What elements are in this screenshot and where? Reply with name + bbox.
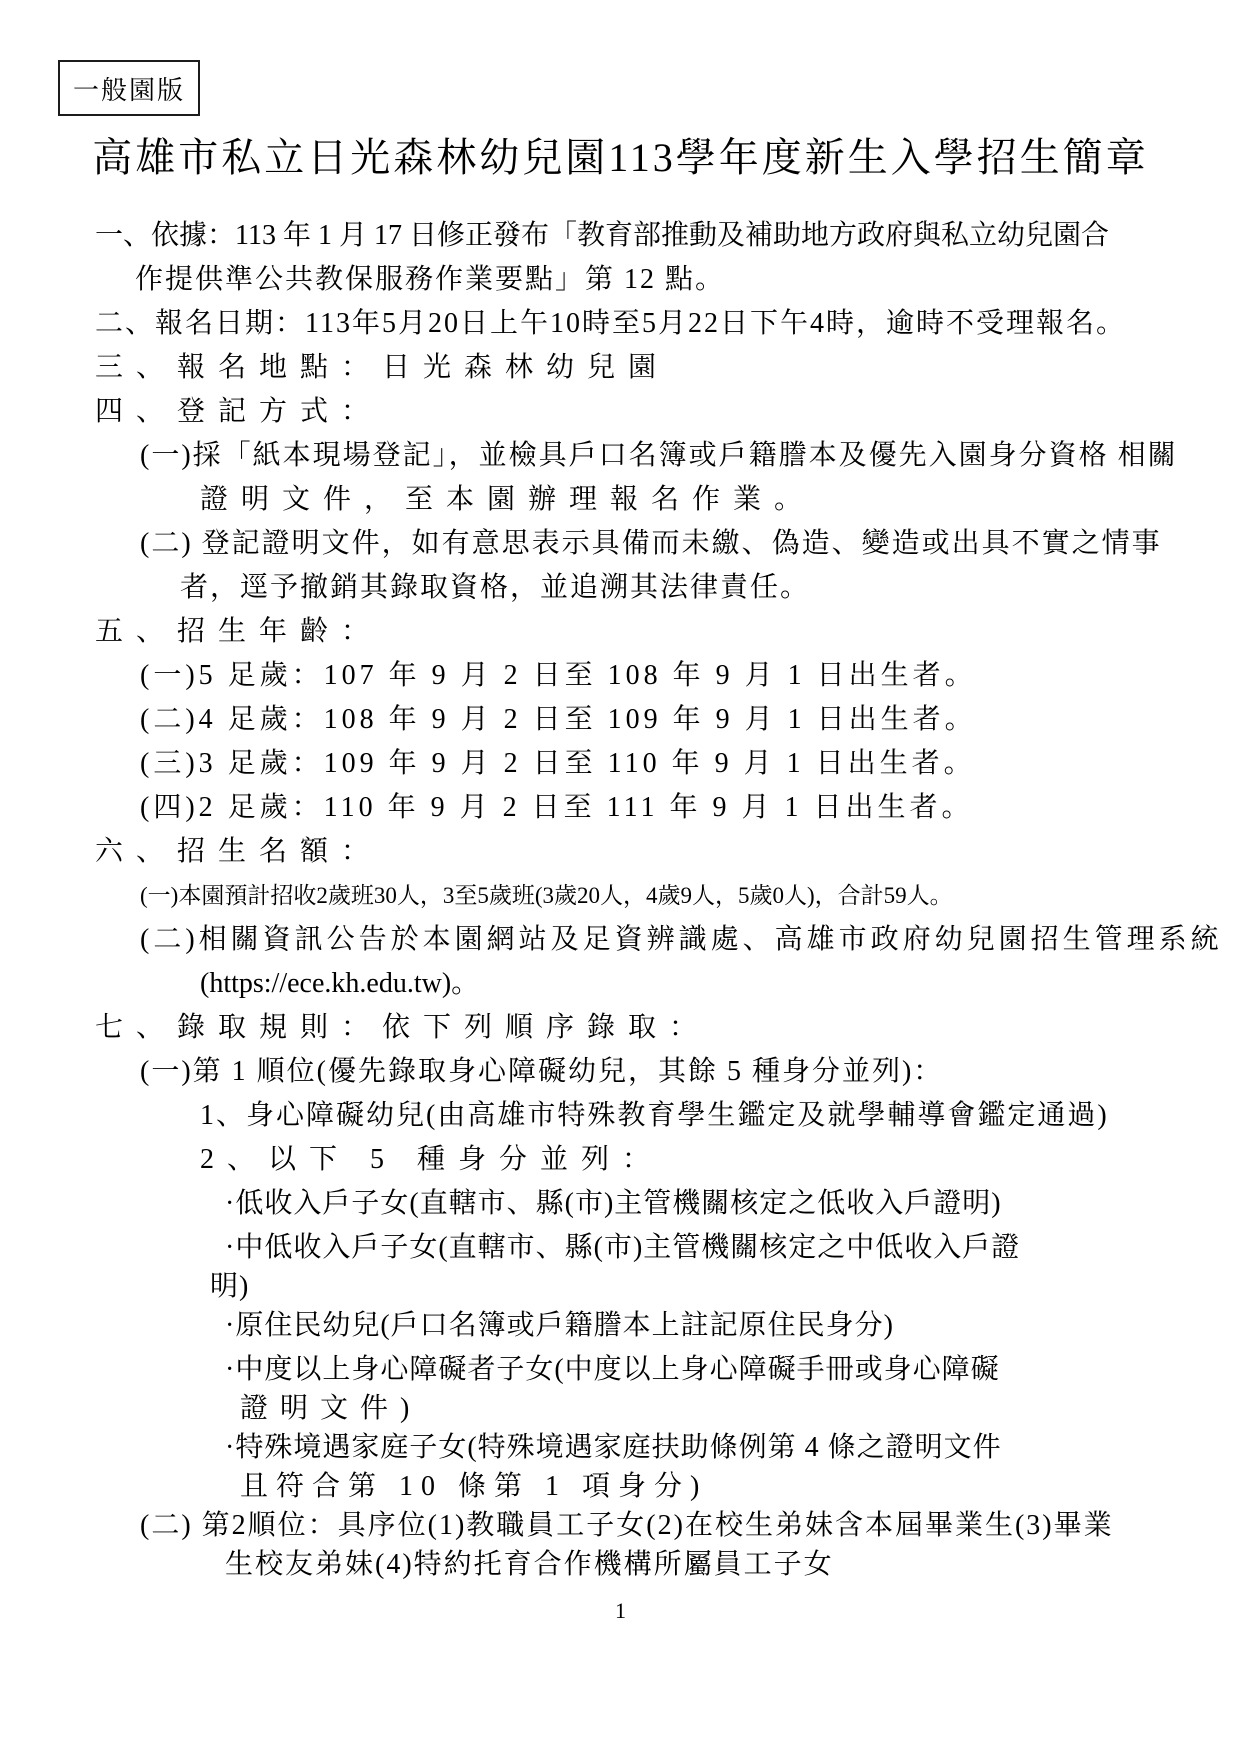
doc-line: 七、錄取規則：依下列順序錄取： — [95, 1012, 711, 1043]
doc-line: (一)本園預計招收2歲班30人，3至5歲班(3歲20人，4歲9人，5歲0人)，合計59人。 — [140, 883, 953, 908]
doc-line: (二) 第2順位：具序位(1)教職員工子女(2)在校生弟妹含本屆畢業生(3)畢業 — [140, 1510, 1114, 1541]
doc-line: (一)5 足歲：107 年 9 月 2 日至 108 年 9 月 1 日出生者。 — [140, 660, 977, 691]
doc-line: 四、登記方式： — [95, 396, 383, 427]
document-body — [0, 214, 1241, 1582]
document-title: 高雄市私立日光森林幼兒園113學年度新生入學招生簡章 — [92, 135, 1149, 180]
doc-line: 生校友弟妹(4)特約托育合作機構所屬員工子女 — [225, 1549, 834, 1580]
doc-line: 明) — [210, 1271, 250, 1302]
doc-line: (二) 登記證明文件，如有意思表示具備而未繳、偽造、變造或出具不實之情事 — [140, 528, 1162, 559]
doc-line: 證明文件，至本園辦理報名作業。 — [200, 484, 816, 515]
doc-line: 二、報名日期：113年5月20日上午10時至5月22日下午4時，逾時不受理報名。 — [95, 308, 1126, 339]
doc-line: 五、招生年齡： — [95, 616, 383, 647]
doc-line: (四)2 足歲：110 年 9 月 2 日至 111 年 9 月 1 日出生者。 — [140, 792, 974, 823]
doc-line: (一)採「紙本現場登記」，並檢具戶口名簿或戶籍謄本及優先入園身分資格 相關 — [140, 440, 1178, 471]
doc-line: 者，逕予撤銷其錄取資格，並追溯其法律責任。 — [180, 572, 811, 603]
doc-line: (三)3 足歲：109 年 9 月 2 日至 110 年 9 月 1 日出生者。 — [140, 748, 976, 779]
doc-line: 作提供準公共教保服務作業要點」第 12 點。 — [135, 264, 726, 295]
doc-line: (一)第 1 順位(優先錄取身心障礙幼兒，其餘 5 種身分並列)： — [140, 1056, 944, 1087]
doc-line: ·原住民幼兒(戶口名簿或戶籍謄本上註記原住民身分) — [225, 1310, 894, 1341]
doc-line: 2、以下 5 種身分並列： — [200, 1144, 664, 1175]
doc-line: 1、身心障礙幼兒(由高雄市特殊教育學生鑑定及就學輔導會鑑定通過) — [200, 1100, 1109, 1131]
doc-line: 六、招生名額： — [95, 836, 383, 867]
doc-line: 一、依據：113 年 1 月 17 日修正發布「教育部推動及補助地方政府與私立幼兒園合 — [95, 220, 1109, 251]
version-tag: 一般園版 — [58, 60, 200, 116]
doc-line: 證明文件) — [240, 1393, 422, 1424]
doc-line: (https://ece.kh.edu.tw)。 — [200, 968, 480, 999]
doc-line: 且符合第 10 條第 1 項身分) — [240, 1471, 708, 1502]
doc-line: (二)4 足歲：108 年 9 月 2 日至 109 年 9 月 1 日出生者。 — [140, 704, 977, 735]
page-number: 1 — [615, 1598, 626, 1623]
doc-line: ·中度以上身心障礙者子女(中度以上身心障礙手冊或身心障礙 — [225, 1354, 1000, 1385]
doc-line: (二)相關資訊公告於本園網站及足資辨識處、高雄市政府幼兒園招生管理系統 — [140, 924, 1223, 955]
doc-line: 三、報名地點：日光森林幼兒園 — [95, 352, 670, 383]
doc-line: ·低收入戶子女(直轄市、縣(市)主管機關核定之低收入戶證明) — [225, 1188, 1002, 1219]
doc-line: ·特殊境遇家庭子女(特殊境遇家庭扶助條例第 4 條之證明文件 — [225, 1432, 1002, 1463]
doc-line: ·中低收入戶子女(直轄市、縣(市)主管機關核定之中低收入戶證 — [225, 1232, 1021, 1263]
